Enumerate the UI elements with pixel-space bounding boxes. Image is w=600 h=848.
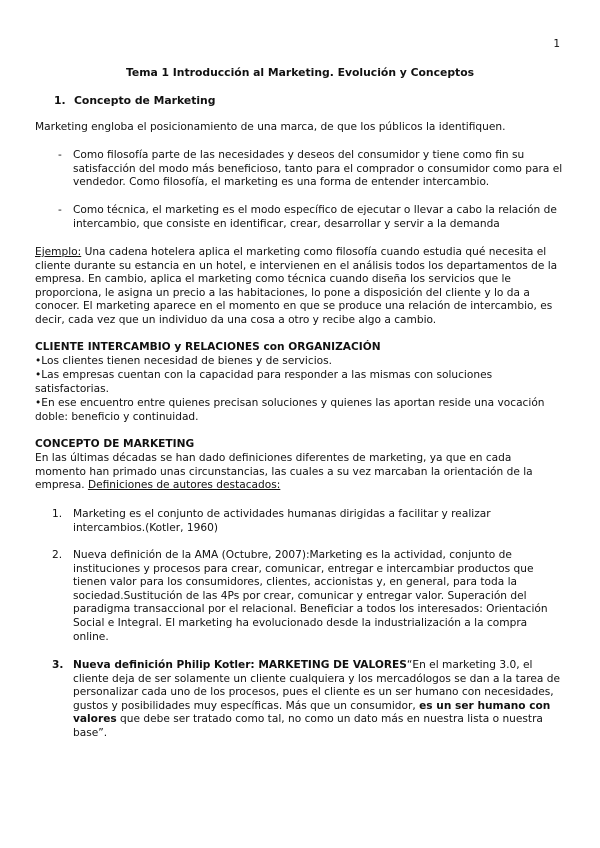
list-number: 3.	[52, 659, 64, 671]
bullet-text: Como técnica, el marketing es el modo específico de ejecutar o llevar a cabo la relación de intercambio, que consiste en identificar, crear, desarrollar y servir a la demanda	[73, 204, 557, 230]
list-number: 1.	[52, 508, 63, 520]
definition-bold-mid: es un ser humano con valores	[73, 699, 551, 726]
concepto-heading: CONCEPTO DE MARKETING	[35, 438, 195, 450]
definition-quote-end: que debe ser tratado como tal, no como un dato más en nuestra lista o nuestra base”.	[73, 713, 543, 739]
definition-item-2	[52, 549, 562, 644]
dash-marker: -	[58, 149, 62, 161]
example-paragraph	[35, 246, 565, 328]
section-title: Concepto de Marketing	[74, 94, 216, 107]
example-label: Ejemplo:	[35, 246, 82, 258]
section-number: 1.	[54, 94, 66, 107]
section-heading-concepto	[54, 94, 215, 108]
cliente-line-2: •Las empresas cuentan con la capacidad para responder a las mismas con soluciones satisfactorias.	[35, 369, 493, 395]
cliente-line-3: •En ese encuentro entre quienes precisan soluciones y quienes las aportan reside una vocación doble: beneficio y continuidad.	[35, 397, 545, 423]
definition-text	[73, 659, 562, 741]
bullet-text: Como filosofía parte de las necesidades y deseos del consumidor y tiene como fin su satisfacción del modo más beneficioso, tanto para el comprador o consumidor como para el vendedor. Como filosofía, el marketing es una forma de entender intercambio.	[73, 149, 563, 189]
definition-text: Marketing es el conjunto de actividades humanas dirigidas a facilitar y realizar intercambios.(Kotler, 1960)	[73, 508, 491, 534]
dash-marker: -	[58, 204, 62, 216]
bullet-filosofia	[58, 149, 568, 190]
example-text: Una cadena hotelera aplica el marketing como filosofía cuando estudia qué necesita el cliente durante su estancia en un hotel, e intervienen en el análisis todos los departamentos de la empresa. En cambio, aplica el marketing como técnica cuando diseña los servicios que le proporciona, le asigna un precio a las habitaciones, lo pone a disposición del cliente y lo da a conocer. El marketing aparece en el momento en que se produce una relación de intercambio, es decir, cada vez que un individuo da una cosa a otro y recibe algo a cambio.	[35, 246, 558, 326]
intro-paragraph: Marketing engloba el posicionamiento de una marca, de que los públicos la identifiquen.	[35, 121, 506, 133]
cliente-line-1: •Los clientes tienen necesidad de bienes y de servicios.	[35, 355, 333, 367]
bullet-tecnica	[58, 204, 568, 231]
definition-bold-lead: Nueva definición Philip Kotler: MARKETING DE VALORES	[73, 659, 407, 671]
definition-quote-text: “En el marketing 3.0, el cliente deja de ser solamente un cliente cualquiera y los mercadólogos se dan a la tarea de personalizar cada uno de los procesos, pues el cliente es un ser humano con necesidades, gustos y posibilidades muy específicas. Más que un consumidor,	[73, 659, 560, 712]
definition-item-3	[52, 659, 562, 741]
cliente-heading: CLIENTE INTERCAMBIO y RELACIONES con ORGANIZACIÓN	[35, 341, 381, 353]
page-title: Tema 1 Introducción al Marketing. Evolución y Conceptos	[125, 66, 475, 79]
page-number: 1	[553, 38, 560, 50]
definition-text: Nueva definición de la AMA (Octubre, 2007):Marketing es la actividad, conjunto de instituciones y procesos para crear, comunicar, entregar e intercambiar productos que tienen valor para los consumidores, clientes, accionistas y, en general, para toda la sociedad.Sustitución de las 4Ps por crear, comunicar y entregar valor. Superación del paradigma transaccional por el relacional. Beneficiar a todos los interesados: Orientación Social e Integral. El marketing ha evolucionado desde la industrialización a la compra online.	[73, 549, 548, 643]
definiciones-label: Definiciones de autores destacados:	[87, 479, 281, 492]
definition-item-1	[52, 508, 562, 535]
concepto-text: En las últimas décadas se han dado definiciones diferentes de marketing, ya que en cada momento han primado unas circunstancias, las cuales a su vez marcaban la orientación de la empresa.	[35, 452, 533, 492]
list-number: 2.	[52, 549, 63, 561]
concepto-paragraph	[35, 452, 565, 493]
